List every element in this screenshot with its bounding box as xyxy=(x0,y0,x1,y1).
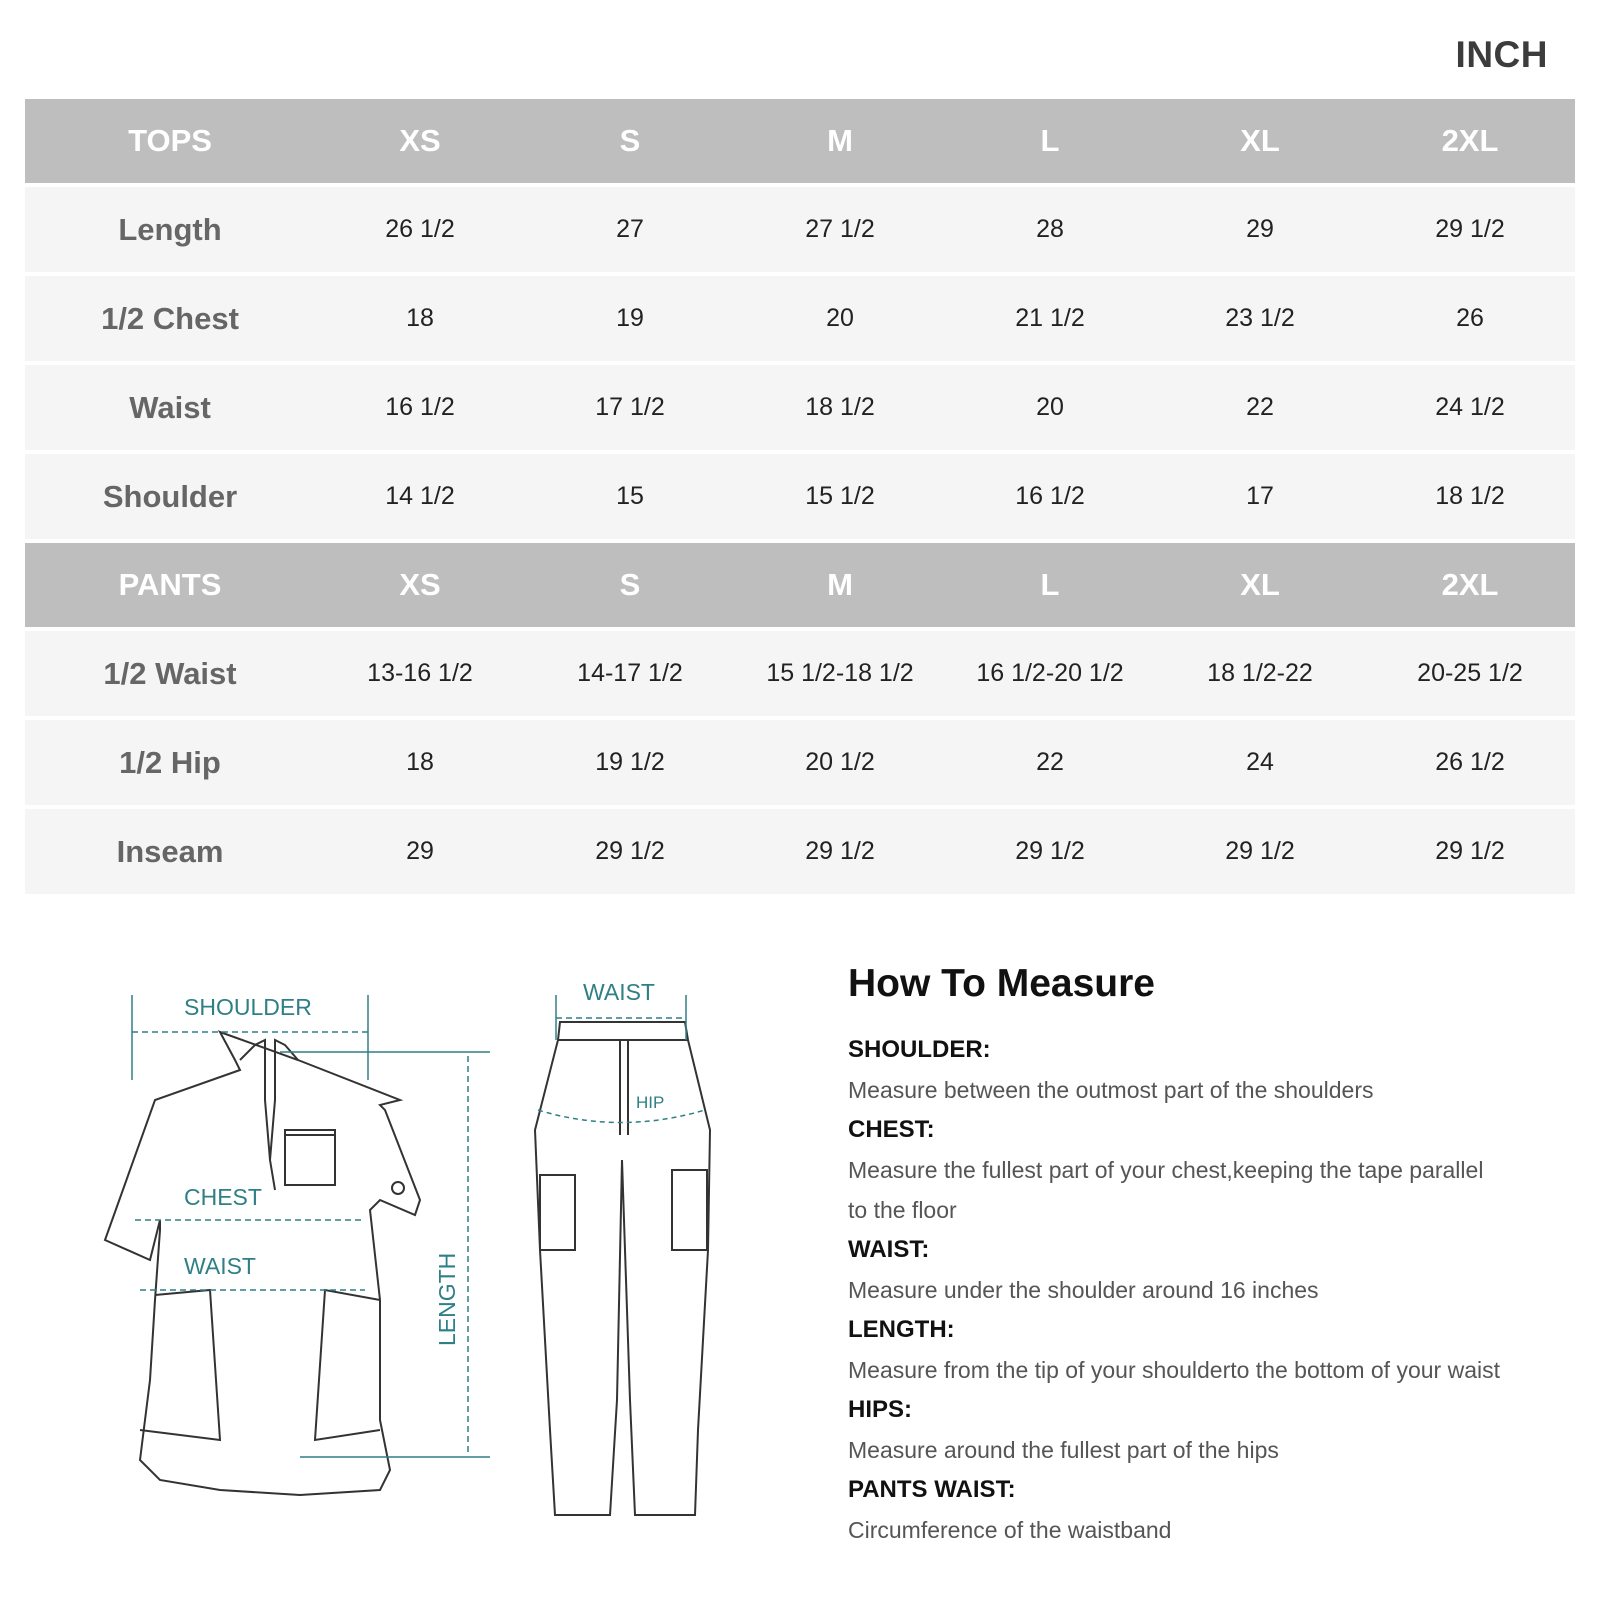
table-cell: 15 1/2 xyxy=(805,482,875,510)
table-cell: 15 xyxy=(616,482,644,510)
measure-item-text: Measure between the outmost part of the shoulders xyxy=(848,1077,1374,1103)
pants-header-row xyxy=(25,543,1575,627)
measure-item-text: Measure around the fullest part of the hips xyxy=(848,1437,1279,1463)
hip-label: HIP xyxy=(636,1093,665,1112)
table-row xyxy=(25,809,1575,894)
table-cell: 29 1/2 xyxy=(1435,837,1505,865)
table-cell: 20-25 1/2 xyxy=(1417,659,1523,687)
table-cell: 18 xyxy=(406,748,434,776)
table-row xyxy=(25,276,1575,361)
table-cell: 21 1/2 xyxy=(1015,304,1085,332)
table-cell: 22 xyxy=(1036,748,1064,776)
measure-item-title: PANTS WAIST: xyxy=(848,1476,1016,1503)
table-cell: 26 1/2 xyxy=(1435,748,1505,776)
table-cell: 17 xyxy=(1246,482,1274,510)
size-chart-table xyxy=(25,99,1575,898)
row-label: Shoulder xyxy=(102,478,238,514)
pants-waist-label: WAIST xyxy=(583,979,655,1005)
size-header-xs: XS xyxy=(399,567,441,602)
table-cell: 16 1/2 xyxy=(385,393,455,421)
size-header-2xl: 2XL xyxy=(1441,567,1499,602)
table-row xyxy=(25,365,1575,450)
table-cell: 29 xyxy=(406,837,434,865)
table-row xyxy=(25,454,1575,539)
table-row xyxy=(25,720,1575,805)
table-cell: 26 xyxy=(1456,304,1484,332)
measure-item-text: to the floor xyxy=(848,1197,957,1223)
unit-label: INCH xyxy=(1455,34,1548,75)
table-cell: 18 xyxy=(406,304,434,332)
pants-outline xyxy=(535,1022,710,1515)
measure-item-title: WAIST: xyxy=(848,1236,930,1263)
table-cell: 18 1/2 xyxy=(805,393,875,421)
table-cell: 28 xyxy=(1036,215,1064,243)
hip-measure-line xyxy=(538,1110,705,1123)
chest-label: CHEST xyxy=(184,1184,262,1210)
size-header-xs: XS xyxy=(399,123,441,158)
table-cell: 16 1/2-20 1/2 xyxy=(976,659,1124,687)
tops-header-row xyxy=(25,99,1575,183)
size-header-l: L xyxy=(1040,123,1060,158)
measure-item-title: HIPS: xyxy=(848,1396,913,1423)
measure-item-text: Circumference of the waistband xyxy=(848,1517,1172,1543)
table-cell: 24 1/2 xyxy=(1435,393,1505,421)
size-header-m: M xyxy=(827,567,853,602)
table-cell: 17 1/2 xyxy=(595,393,665,421)
how-to-measure-section xyxy=(848,962,1568,1550)
table-cell: 13-16 1/2 xyxy=(367,659,473,687)
table-cell: 26 1/2 xyxy=(385,215,455,243)
measure-item-title: SHOULDER: xyxy=(848,1036,991,1063)
table-cell: 18 1/2-22 xyxy=(1207,659,1313,687)
length-label: LENGTH xyxy=(434,1252,460,1346)
table-cell: 19 1/2 xyxy=(595,748,665,776)
size-header-m: M xyxy=(827,123,853,158)
table-cell: 27 1/2 xyxy=(805,215,875,243)
row-label: 1/2 Chest xyxy=(101,300,239,336)
table-cell: 14 1/2 xyxy=(385,482,455,510)
table-cell: 20 1/2 xyxy=(805,748,875,776)
row-label: Inseam xyxy=(116,833,224,869)
table-row xyxy=(25,631,1575,716)
tops-header-cell: TOPS xyxy=(128,123,212,158)
table-cell: 24 xyxy=(1246,748,1274,776)
table-cell: 29 1/2 xyxy=(1225,837,1295,865)
table-row xyxy=(25,187,1575,272)
table-cell: 18 1/2 xyxy=(1435,482,1505,510)
table-cell: 22 xyxy=(1246,393,1274,421)
size-header-2xl: 2XL xyxy=(1441,123,1499,158)
row-label: 1/2 Waist xyxy=(103,655,237,691)
shirt-outline xyxy=(105,1032,420,1495)
size-header-s: S xyxy=(619,123,641,158)
measurement-diagram xyxy=(80,960,780,1580)
table-cell: 29 1/2 xyxy=(595,837,665,865)
row-label: Length xyxy=(118,211,222,247)
table-cell: 27 xyxy=(616,215,644,243)
measure-item-title: CHEST: xyxy=(848,1116,935,1143)
how-to-measure-title: How To Measure xyxy=(848,962,1155,1005)
table-cell: 29 1/2 xyxy=(1435,215,1505,243)
waist-label: WAIST xyxy=(184,1253,256,1279)
table-cell: 23 1/2 xyxy=(1225,304,1295,332)
shoulder-label: SHOULDER xyxy=(184,994,312,1020)
row-label: 1/2 Hip xyxy=(119,744,221,780)
measure-item-title: LENGTH: xyxy=(848,1316,955,1343)
size-header-xl: XL xyxy=(1240,567,1280,602)
size-header-l: L xyxy=(1040,567,1060,602)
measure-item-text: Measure from the tip of your shoulderto the bottom of your waist xyxy=(848,1357,1500,1383)
measure-item-text: Measure the fullest part of your chest,keeping the tape parallel xyxy=(848,1157,1484,1183)
table-cell: 15 1/2-18 1/2 xyxy=(766,659,914,687)
table-cell: 29 xyxy=(1246,215,1274,243)
table-cell: 19 xyxy=(616,304,644,332)
table-cell: 14-17 1/2 xyxy=(577,659,683,687)
table-cell: 20 xyxy=(1036,393,1064,421)
size-header-s: S xyxy=(619,567,641,602)
table-cell: 29 1/2 xyxy=(805,837,875,865)
measure-item-text: Measure under the shoulder around 16 inches xyxy=(848,1277,1319,1303)
pants-header-cell: PANTS xyxy=(118,567,222,602)
table-cell: 16 1/2 xyxy=(1015,482,1085,510)
size-header-xl: XL xyxy=(1240,123,1280,158)
garment-illustration xyxy=(80,960,780,1580)
table-cell: 29 1/2 xyxy=(1015,837,1085,865)
table-cell: 20 xyxy=(826,304,854,332)
row-label: Waist xyxy=(129,389,211,425)
